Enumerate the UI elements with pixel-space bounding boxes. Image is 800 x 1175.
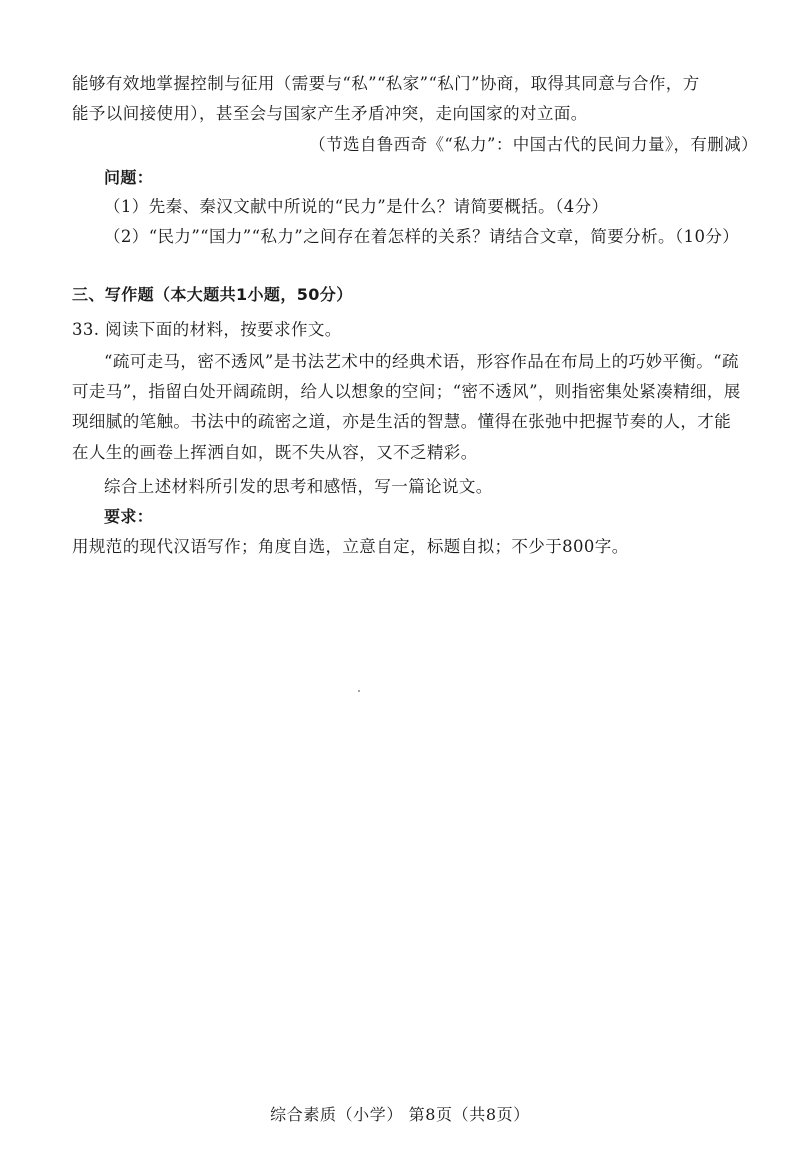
material-line-1: “疏可走马，密不透风”是书法艺术中的经典术语，形容作品在布局上的巧妙平衡。“疏	[104, 352, 739, 371]
page-footer: 综合素质（小学） 第8页（共8页）	[270, 1105, 530, 1124]
requirements-text: 用规范的现代汉语写作；角度自选，立意自定，标题自拟；不少于800字。	[72, 537, 629, 556]
passage-source: （节选自鲁西奇《“私力”：中国古代的民间力量》，有删减）	[309, 135, 758, 154]
question-33-intro: 33. 阅读下面的材料，按要求作文。	[72, 320, 342, 339]
writing-task: 综合上述材料所引发的思考和感悟，写一篇论说文。	[104, 477, 493, 496]
passage-line-2: 能予以间接使用），甚至会与国家产生矛盾冲突，走向国家的对立面。	[72, 104, 588, 123]
passage-line-1: 能够有效地掌握控制与征用（需要与“私”“私家”“私门”协商，取得其同意与合作，方	[72, 74, 700, 93]
requirements-label: 要求：	[104, 507, 154, 526]
question-2: （2）“民力”“国力”“私力”之间存在着怎样的关系？请结合文章，简要分析。（10分）	[104, 227, 740, 246]
material-line-3: 现细腻的笔触。书法中的疏密之道，亦是生活的智慧。懂得在张弛中把握节奏的人，才能	[72, 412, 732, 431]
scan-speck	[358, 690, 360, 692]
questions-label: 问题：	[104, 168, 154, 187]
section-3-heading: 三、写作题（本大题共1小题，50分）	[72, 285, 353, 304]
material-line-2: 可走马”，指留白处开阔疏朗，给人以想象的空间；“密不透风”，则指密集处紧凑精细，展	[72, 382, 741, 401]
question-1: （1）先秦、秦汉文献中所说的“民力”是什么？请简要概括。（4分）	[104, 197, 609, 216]
material-line-4: 在人生的画卷上挥洒自如，既不失从容，又不乏精彩。	[72, 443, 478, 462]
